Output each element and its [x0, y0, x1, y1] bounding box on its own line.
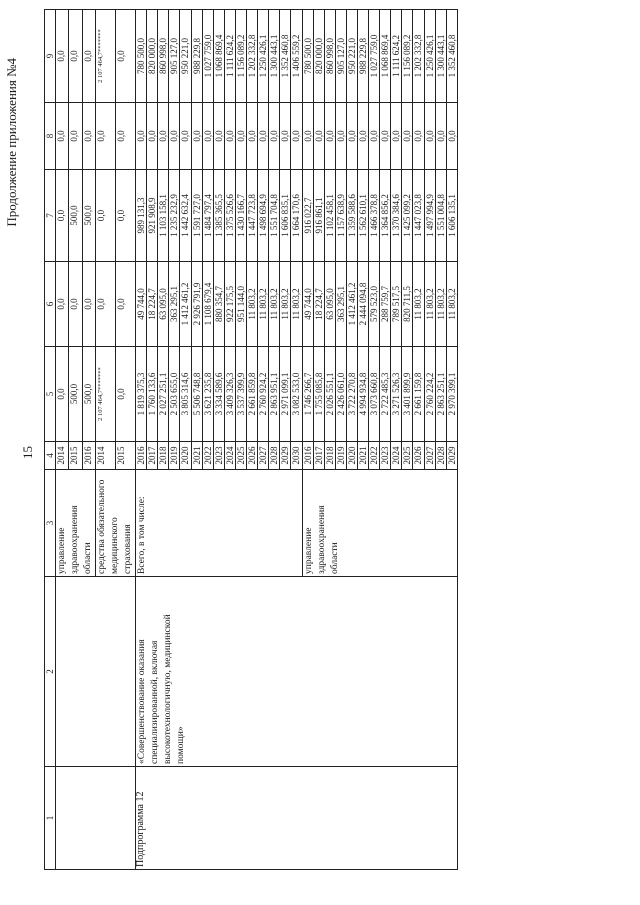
amount-cell: 1 156 089,2: [402, 10, 413, 103]
amount-cell: 1 412 461,2: [346, 262, 357, 347]
amount-cell: 0,0: [413, 103, 424, 170]
amount-cell: 1 359 588,6: [346, 170, 357, 262]
amount-cell: 1 068 869,4: [380, 10, 391, 103]
amount-cell: 0,0: [69, 10, 82, 103]
year-cell: 2023: [213, 442, 224, 470]
column-number: 5: [45, 347, 56, 442]
amount-cell: 0,0: [380, 103, 391, 170]
program-name: «Совершенствование оказания специализированной, включая высокотехнологичную, медицинской помощи»: [136, 577, 458, 767]
year-cell: 2016: [136, 442, 147, 470]
amount-cell: 2 971 099,1: [280, 347, 291, 442]
amount-cell: 0,0: [269, 103, 280, 170]
amount-cell: 1 068 869,4: [213, 10, 224, 103]
table-row: [136, 10, 147, 870]
amount-cell: 3 271 526,3: [391, 347, 402, 442]
amount-cell: 1 352 460,8: [280, 10, 291, 103]
amount-cell: 1 157 638,9: [335, 170, 346, 262]
amount-cell: 2 760 224,2: [424, 347, 435, 442]
column-number: 8: [45, 103, 56, 170]
amount-cell: 0,0: [82, 262, 95, 347]
amount-cell: 0,0: [56, 347, 69, 442]
amount-cell: 0,0: [313, 103, 324, 170]
amount-cell: 905 127,0: [169, 10, 180, 103]
amount-cell: 0,0: [56, 170, 69, 262]
amount-cell: 63 095,0: [324, 262, 335, 347]
amount-cell: 2 722 485,3: [380, 347, 391, 442]
year-cell: 2028: [269, 442, 280, 470]
amount-cell: 1 300 443,1: [269, 10, 280, 103]
year-cell: 2030: [291, 442, 302, 470]
amount-cell: 2 863 951,1: [269, 347, 280, 442]
amount-cell: 2 661 159,8: [413, 347, 424, 442]
amount-cell: 1 442 632,4: [180, 170, 191, 262]
amount-cell: 0,0: [96, 170, 116, 262]
amount-cell: 0,0: [324, 103, 335, 170]
amount-cell: 1 352 460,8: [446, 10, 457, 103]
amount-cell: 0,0: [158, 103, 169, 170]
amount-cell: 880 354,7: [213, 262, 224, 347]
amount-cell: 1 385 365,5: [213, 170, 224, 262]
amount-cell: 1 498 694,9: [258, 170, 269, 262]
amount-cell: 579 523,0: [369, 262, 380, 347]
amount-cell: 1 235 232,9: [169, 170, 180, 262]
amount-cell: 1 746 266,7: [302, 347, 313, 442]
amount-cell: 921 908,9: [147, 170, 158, 262]
amount-cell: 3 537 399,9: [235, 347, 246, 442]
column-number: 9: [45, 10, 56, 103]
amount-cell: 363 295,1: [335, 262, 346, 347]
amount-cell: 1 430 166,7: [235, 170, 246, 262]
amount-cell: 63 095,0: [158, 262, 169, 347]
amount-cell: 0,0: [116, 103, 136, 170]
amount-cell: 1 202 332,8: [413, 10, 424, 103]
amount-cell: 780 500,0: [136, 10, 147, 103]
amount-cell: 0,0: [56, 10, 69, 103]
amount-cell: 11 803,2: [435, 262, 446, 347]
year-cell: 2025: [235, 442, 246, 470]
amount-cell: 1 606 835,1: [280, 170, 291, 262]
amount-cell: 1 760 133,6: [147, 347, 158, 442]
amount-cell: 1 300 443,1: [435, 10, 446, 103]
amount-cell: 0,0: [302, 103, 313, 170]
amount-cell: 2 661 859,8: [247, 347, 258, 442]
amount-cell: 49 744,0: [302, 262, 313, 347]
amount-cell: 1 447 723,8: [247, 170, 258, 262]
amount-cell: 11 803,2: [291, 262, 302, 347]
column-number-row: [45, 10, 56, 870]
amount-cell: 11 803,2: [280, 262, 291, 347]
amount-cell: 2 107 464,7*******: [96, 10, 116, 103]
amount-cell: 0,0: [82, 103, 95, 170]
amount-cell: 0,0: [202, 103, 213, 170]
amount-cell: 0,0: [116, 10, 136, 103]
table-row: [56, 10, 69, 870]
amount-cell: 989 131,3: [136, 170, 147, 262]
column-number: 2: [45, 577, 56, 767]
year-cell: 2020: [346, 442, 357, 470]
amount-cell: 1 364 856,2: [380, 170, 391, 262]
amount-cell: 11 803,2: [413, 262, 424, 347]
amount-cell: 2 760 924,2: [258, 347, 269, 442]
amount-cell: 1 497 994,9: [424, 170, 435, 262]
amount-cell: 2 926 791,9: [191, 262, 202, 347]
amount-cell: 1 606 135,1: [446, 170, 457, 262]
year-cell: 2024: [224, 442, 235, 470]
year-cell: 2016: [82, 442, 95, 470]
amount-cell: 11 803,2: [424, 262, 435, 347]
amount-cell: 1 108 679,4: [202, 262, 213, 347]
amount-cell: 3 805 314,6: [180, 347, 191, 442]
amount-cell: 0,0: [357, 103, 368, 170]
amount-cell: 0,0: [280, 103, 291, 170]
amount-cell: 0,0: [96, 103, 116, 170]
amount-cell: 860 998,0: [324, 10, 335, 103]
amount-cell: 951 144,0: [235, 262, 246, 347]
year-cell: 2028: [435, 442, 446, 470]
year-cell: 2025: [402, 442, 413, 470]
year-cell: 2027: [424, 442, 435, 470]
amount-cell: 820 711,5: [402, 262, 413, 347]
year-cell: 2015: [116, 442, 136, 470]
amount-cell: 500,0: [82, 170, 95, 262]
year-cell: 2021: [191, 442, 202, 470]
amount-cell: 0,0: [116, 262, 136, 347]
program-label: Подпрограмма 12: [136, 767, 458, 870]
empty-cell: [56, 767, 136, 870]
amount-cell: 780 500,0: [302, 10, 313, 103]
amount-cell: 3 621 235,8: [202, 347, 213, 442]
page-number: 15: [20, 446, 35, 459]
amount-cell: 0,0: [258, 103, 269, 170]
amount-cell: 0,0: [56, 262, 69, 347]
amount-cell: 288 759,7: [380, 262, 391, 347]
amount-cell: 1 664 170,6: [291, 170, 302, 262]
amount-cell: 3 082 533,0: [291, 347, 302, 442]
amount-cell: 1 447 023,8: [413, 170, 424, 262]
amount-cell: 1 102 458,1: [324, 170, 335, 262]
year-cell: 2029: [280, 442, 291, 470]
amount-cell: 18 224,7: [313, 262, 324, 347]
year-cell: 2018: [324, 442, 335, 470]
amount-cell: 0,0: [180, 103, 191, 170]
year-cell: 2019: [335, 442, 346, 470]
amount-cell: 500,0: [69, 170, 82, 262]
amount-cell: 950 221,0: [346, 10, 357, 103]
amount-cell: 49 744,0: [136, 262, 147, 347]
year-cell: 2014: [96, 442, 116, 470]
amount-cell: 2 863 251,1: [435, 347, 446, 442]
amount-cell: 11 803,2: [446, 262, 457, 347]
amount-cell: 0,0: [291, 103, 302, 170]
year-cell: 2029: [446, 442, 457, 470]
amount-cell: 0,0: [116, 170, 136, 262]
amount-cell: 2 426 061,0: [335, 347, 346, 442]
amount-cell: 11 803,2: [258, 262, 269, 347]
amount-cell: 820 000,0: [147, 10, 158, 103]
amount-cell: 820 000,0: [313, 10, 324, 103]
amount-cell: 2 444 094,8: [357, 262, 368, 347]
amount-cell: 0,0: [446, 103, 457, 170]
funding-source: средства обязательного медицинского страхования: [96, 470, 136, 577]
amount-cell: 1 819 375,3: [136, 347, 147, 442]
amount-cell: 1 250 426,1: [424, 10, 435, 103]
amount-cell: 1 484 797,4: [202, 170, 213, 262]
amount-cell: 0,0: [335, 103, 346, 170]
amount-cell: 0,0: [213, 103, 224, 170]
amount-cell: 0,0: [191, 103, 202, 170]
amount-cell: 0,0: [169, 103, 180, 170]
amount-cell: 1 027 759,0: [202, 10, 213, 103]
amount-cell: 3 073 660,8: [369, 347, 380, 442]
amount-cell: 2 026 551,1: [324, 347, 335, 442]
amount-cell: 1 111 624,2: [391, 10, 402, 103]
amount-cell: 1 466 378,8: [369, 170, 380, 262]
amount-cell: 1 111 624,2: [224, 10, 235, 103]
amount-cell: 1 425 099,2: [402, 170, 413, 262]
amount-cell: 0,0: [402, 103, 413, 170]
amount-cell: 916 022,7: [302, 170, 313, 262]
amount-cell: 5 506 748,8: [191, 347, 202, 442]
amount-cell: 1 551 004,8: [435, 170, 446, 262]
budget-table: [44, 9, 458, 870]
amount-cell: 11 803,2: [247, 262, 258, 347]
amount-cell: 1 551 704,8: [269, 170, 280, 262]
amount-cell: 2 503 655,0: [169, 347, 180, 442]
amount-cell: 11 803,2: [269, 262, 280, 347]
amount-cell: 0,0: [69, 103, 82, 170]
amount-cell: 1 591 727,0: [191, 170, 202, 262]
year-cell: 2023: [380, 442, 391, 470]
year-cell: 2017: [313, 442, 324, 470]
amount-cell: 3 401 899,9: [402, 347, 413, 442]
amount-cell: 0,0: [56, 103, 69, 170]
year-cell: 2022: [202, 442, 213, 470]
amount-cell: 0,0: [147, 103, 158, 170]
amount-cell: 1 250 426,1: [258, 10, 269, 103]
amount-cell: 0,0: [369, 103, 380, 170]
year-cell: 2026: [247, 442, 258, 470]
amount-cell: 2 107 464,7*******: [96, 347, 116, 442]
year-cell: 2026: [413, 442, 424, 470]
amount-cell: 789 517,5: [391, 262, 402, 347]
funding-source: управление здравоохранения области: [302, 470, 457, 577]
year-cell: 2014: [56, 442, 69, 470]
amount-cell: 2 027 251,1: [158, 347, 169, 442]
year-cell: 2021: [357, 442, 368, 470]
amount-cell: 0,0: [247, 103, 258, 170]
total-label: Всего, в том числе:: [136, 470, 302, 577]
amount-cell: 0,0: [82, 10, 95, 103]
year-cell: 2016: [302, 442, 313, 470]
amount-cell: 3 409 326,3: [224, 347, 235, 442]
amount-cell: 1 156 089,2: [235, 10, 246, 103]
amount-cell: 4 994 934,8: [357, 347, 368, 442]
amount-cell: 922 175,5: [224, 262, 235, 347]
column-number: 1: [45, 767, 56, 870]
column-number: 4: [45, 442, 56, 470]
amount-cell: 0,0: [136, 103, 147, 170]
amount-cell: 0,0: [96, 262, 116, 347]
column-number: 6: [45, 262, 56, 347]
amount-cell: 988 229,8: [357, 10, 368, 103]
year-cell: 2019: [169, 442, 180, 470]
year-cell: 2027: [258, 442, 269, 470]
amount-cell: 860 998,0: [158, 10, 169, 103]
amount-cell: 1 202 332,8: [247, 10, 258, 103]
amount-cell: 916 861,1: [313, 170, 324, 262]
amount-cell: 0,0: [116, 347, 136, 442]
amount-cell: 0,0: [391, 103, 402, 170]
amount-cell: 950 221,0: [180, 10, 191, 103]
amount-cell: 1 412 461,2: [180, 262, 191, 347]
year-cell: 2017: [147, 442, 158, 470]
amount-cell: 18 224,7: [147, 262, 158, 347]
amount-cell: 2 970 399,1: [446, 347, 457, 442]
funding-source: управление здравоохранения области: [56, 470, 96, 577]
amount-cell: 1 755 085,8: [313, 347, 324, 442]
year-cell: 2018: [158, 442, 169, 470]
amount-cell: 0,0: [224, 103, 235, 170]
column-number: 7: [45, 170, 56, 262]
amount-cell: 905 127,0: [335, 10, 346, 103]
amount-cell: 1 370 384,6: [391, 170, 402, 262]
amount-cell: 0,0: [235, 103, 246, 170]
column-number: 3: [45, 470, 56, 577]
amount-cell: 3 722 270,8: [346, 347, 357, 442]
amount-cell: 1 562 610,1: [357, 170, 368, 262]
amount-cell: 1 375 526,6: [224, 170, 235, 262]
amount-cell: 500,0: [69, 347, 82, 442]
amount-cell: 363 295,1: [169, 262, 180, 347]
year-cell: 2015: [69, 442, 82, 470]
amount-cell: 0,0: [435, 103, 446, 170]
amount-cell: 0,0: [346, 103, 357, 170]
amount-cell: 500,0: [82, 347, 95, 442]
continuation-caption: Продолжение приложения №4: [4, 58, 19, 227]
amount-cell: 1 406 559,2: [291, 10, 302, 103]
amount-cell: 1 027 759,0: [369, 10, 380, 103]
empty-cell: [56, 577, 136, 767]
amount-cell: 0,0: [424, 103, 435, 170]
year-cell: 2020: [180, 442, 191, 470]
amount-cell: 1 103 158,1: [158, 170, 169, 262]
amount-cell: 3 334 589,6: [213, 347, 224, 442]
year-cell: 2022: [369, 442, 380, 470]
amount-cell: 0,0: [69, 262, 82, 347]
amount-cell: 988 229,8: [191, 10, 202, 103]
year-cell: 2024: [391, 442, 402, 470]
